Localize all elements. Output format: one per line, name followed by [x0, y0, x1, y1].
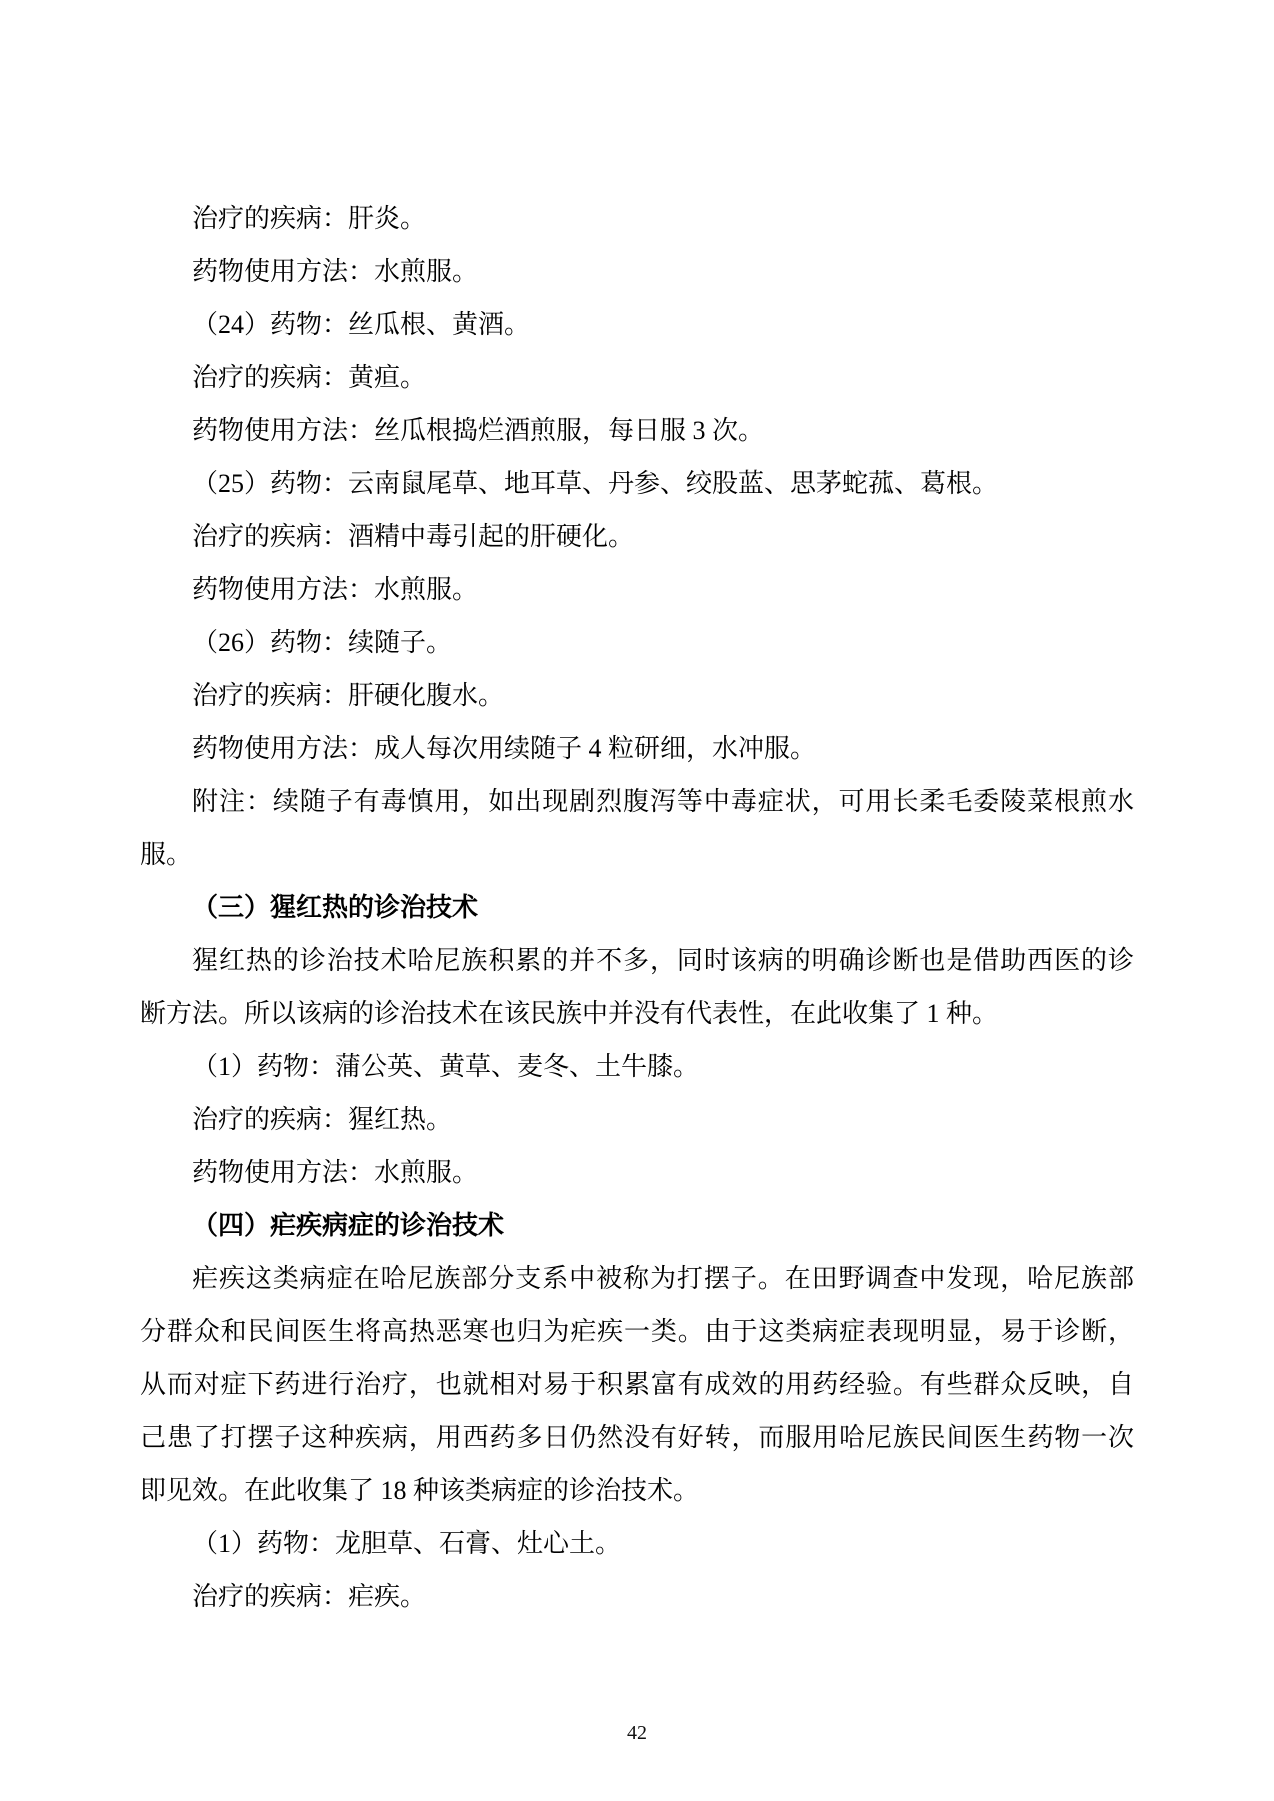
document-line: 分群众和民间医生将高热恶寒也归为疟疾一类。由于这类病症表现明显，易于诊断，: [140, 1317, 1134, 1346]
document-line: 治疗的疾病：疟疾。: [192, 1582, 427, 1611]
document-line: 治疗的疾病：肝硬化腹水。: [192, 681, 505, 710]
section-heading-scarlet-fever: （三）猩红热的诊治技术: [192, 892, 479, 922]
document-line: （25）药物：云南鼠尾草、地耳草、丹参、绞股蓝、思茅蛇菰、葛根。: [192, 469, 999, 498]
document-line: （1）药物：龙胆草、石膏、灶心土。: [192, 1529, 622, 1558]
document-line: 服。: [140, 840, 193, 869]
document-line: 己患了打摆子这种疾病，用西药多日仍然没有好转，而服用哈尼族民间医生药物一次: [140, 1423, 1134, 1452]
document-line: 从而对症下药进行治疗，也就相对易于积累富有成效的用药经验。有些群众反映，自: [140, 1370, 1134, 1399]
document-line: 药物使用方法：丝瓜根捣烂酒煎服，每日服 3 次。: [192, 416, 765, 445]
document-line: 药物使用方法：成人每次用续随子 4 粒研细，水冲服。: [192, 734, 817, 763]
document-line: 药物使用方法：水煎服。: [192, 1158, 479, 1187]
document-line: 药物使用方法：水煎服。: [192, 575, 479, 604]
document-line: 即见效。在此收集了 18 种该类病症的诊治技术。: [140, 1476, 700, 1505]
document-line: 附注：续随子有毒慎用，如出现剧烈腹泻等中毒症状，可用长柔毛委陵菜根煎水: [192, 787, 1134, 816]
document-body: [140, 192, 1134, 1623]
document-line: 猩红热的诊治技术哈尼族积累的并不多，同时该病的明确诊断也是借助西医的诊: [192, 946, 1134, 975]
document-line: 断方法。所以该病的诊治技术在该民族中并没有代表性，在此收集了 1 种。: [140, 999, 999, 1028]
document-line: 治疗的疾病：猩红热。: [192, 1105, 453, 1134]
document-line: 治疗的疾病：黄疸。: [192, 363, 427, 392]
document-line: （26）药物：续随子。: [192, 628, 453, 657]
page-number: 42: [627, 1722, 647, 1744]
document-line: 疟疾这类病症在哈尼族部分支系中被称为打摆子。在田野调查中发现，哈尼族部: [192, 1264, 1134, 1293]
document-line: 治疗的疾病：酒精中毒引起的肝硬化。: [192, 522, 635, 551]
document-line: 药物使用方法：水煎服。: [192, 257, 479, 286]
document-line: 治疗的疾病：肝炎。: [192, 204, 427, 233]
section-heading-malaria: （四）疟疾病症的诊治技术: [192, 1210, 505, 1240]
document-line: （24）药物：丝瓜根、黄酒。: [192, 310, 531, 339]
document-line: （1）药物：蒲公英、黄草、麦冬、土牛膝。: [192, 1052, 700, 1081]
